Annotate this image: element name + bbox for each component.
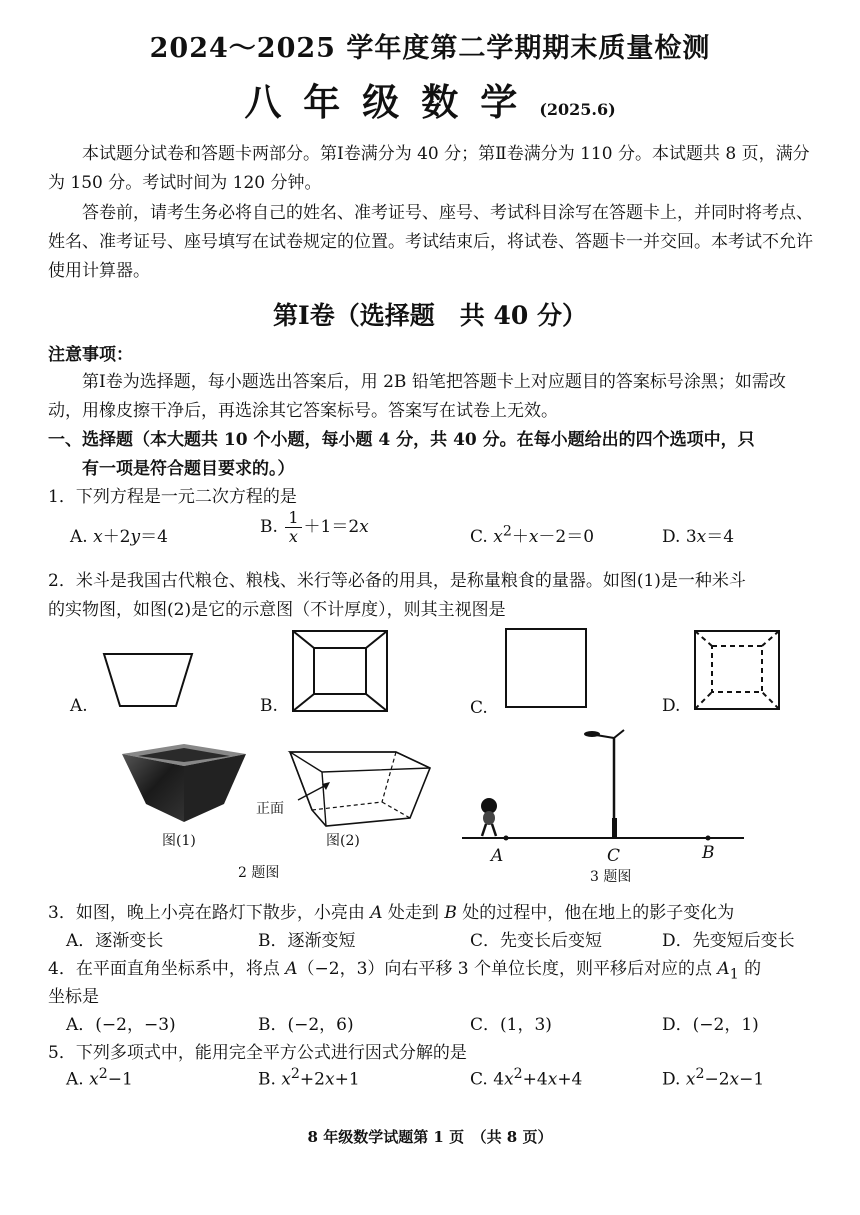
q1-stem: 1．下列方程是一元二次方程的是 (48, 487, 297, 507)
q2-option-d-label: D. (662, 696, 681, 716)
q2-option-c-label: C. (470, 698, 488, 718)
q4-stem-post: 的 (738, 959, 762, 979)
subject-title: 八年级数学 (244, 80, 540, 124)
q5-option-b: B. $x^2+2x+1$ (258, 1066, 360, 1090)
q3-point-a-label: A (491, 846, 504, 866)
q3-option-d: D．先变短后变长 (662, 931, 795, 951)
q3-point-c-label: C (607, 846, 621, 866)
q1-b-fraction (285, 509, 301, 546)
q1-c-text2: －2＝0 (538, 527, 595, 547)
q1-a-label: A. (70, 527, 88, 547)
q1-option-a: A. x＋2y＝4 (70, 527, 168, 547)
q5-stem: 5．下列多项式中，能用完全平方公式进行因式分解的是 (48, 1043, 467, 1063)
page-footer: 8 年级数学试题第 1 页 （共 8 页） (307, 1128, 553, 1146)
q5-c-text3: +4 (557, 1069, 583, 1090)
part-heading-line1: 一、选择题（本大题共 10 个小题，每小题 4 分，共 40 分。在每小题给出的四个选项中，只 (48, 430, 755, 450)
q1-d-text: 3 (685, 527, 697, 547)
q3-point-b-label: B (702, 843, 715, 863)
exam-date: (2025.6) (539, 100, 616, 119)
q3-street-lamp-figure (462, 722, 748, 848)
q2-option-b-figure (290, 628, 390, 714)
q3-option-b: B．逐渐变短 (258, 931, 356, 951)
notice-heading: 注意事项： (48, 345, 133, 365)
q4-stem-a: A (285, 959, 298, 979)
q5-a-label: A. (66, 1069, 84, 1090)
q5-c-label: C. (470, 1069, 488, 1090)
q4-option-a: A．(−2，−3) (66, 1015, 176, 1035)
q5-b-text2: +1 (334, 1069, 360, 1090)
front-label: 正面 (256, 801, 284, 817)
q3-stem-mid: 处走到 (382, 903, 445, 923)
front-arrow-icon (294, 778, 334, 804)
fig1-caption: 图(1) (162, 833, 196, 849)
q4-option-b: B．(−2，6) (258, 1015, 354, 1035)
q1-b-label: B. (260, 517, 278, 537)
q5-d-label: D. (662, 1069, 681, 1090)
q1-b-numerator: 1 (285, 509, 301, 528)
intro-paragraph-1: 本试题分试卷和答题卡两部分。第Ⅰ卷满分为 40 分；第Ⅱ卷满分为 110 分。本试题共 8 页，满分为 150 分。考试时间为 120 分钟。 (48, 144, 810, 193)
part-heading-line2: 有一项是符合题目要求的。） (82, 459, 295, 479)
exam-title: 2024～2025 学年度第二学期期末质量检测 (149, 33, 711, 64)
q3-stem-a: A (370, 903, 383, 923)
q5-c-text2: +4 (522, 1069, 548, 1090)
q3-stem (48, 898, 734, 923)
q5-b-text: +2 (299, 1069, 325, 1090)
q2-option-a-label: A. (70, 696, 88, 716)
q5-d-text: −2 (704, 1069, 730, 1090)
notice-text: 第Ⅰ卷为选择题，每小题选出答案后，用 2B 铅笔把答题卡上对应题目的答案标号涂黑；如需改动，用橡皮擦干净后，再选涂其它答案标号。答案写在试卷上无效。 (48, 372, 786, 421)
q1-b-rest: ＋1＝2 (303, 517, 360, 537)
q2-figure-caption: 2 题图 (238, 865, 280, 881)
q4-stem-mid: （−2，3）向右平移 3 个单位长度，则平移后对应的点 (297, 959, 718, 979)
q1-b-denominator: x (288, 527, 298, 546)
q5-d-text2: −1 (739, 1069, 765, 1090)
q3-stem-post: 处的过程中，他在地上的影子变化为 (456, 903, 735, 923)
q1-a-text2: ＝4 (140, 527, 168, 547)
q3-stem-pre: 3．如图，晚上小亮在路灯下散步，小亮由 (48, 903, 371, 923)
q1-option-c: C. $x^2+x-2=0$ (470, 523, 595, 547)
q4-stem-a1: A (717, 959, 730, 979)
q2-option-a-figure (100, 648, 196, 712)
q1-a-text: ＋2 (102, 527, 131, 547)
q4-stem-pre: 4．在平面直角坐标系中，将点 (48, 959, 286, 979)
q5-b-label: B. (258, 1069, 276, 1090)
rice-measure-photo (118, 740, 250, 826)
q1-d-text2: ＝4 (706, 527, 735, 547)
q1-option-b: B. $\frac{1}{x}$ ＋1＝2x (260, 508, 369, 546)
q5-c-text: 4 (493, 1069, 505, 1090)
q2-option-b-label: B. (260, 696, 278, 716)
q5-option-a: A. $x^2-1$ (66, 1066, 133, 1090)
q3-option-c: C．先变长后变短 (470, 931, 603, 951)
q2-stem-line1: 2．米斗是我国古代粮仓、粮栈、米行等必备的用具，是称量粮食的量器。如图(1)是一种米斗 (48, 571, 746, 591)
q1-option-d: D. 3x＝4 (662, 527, 735, 547)
q3-option-a: A．逐渐变长 (66, 931, 164, 951)
intro-paragraph-2: 答卷前，请考生务必将自己的姓名、准考证号、座号、考试科目涂写在答题卡上，并同时将考点、姓名、准考证号、座号填写在试卷规定的位置。考试结束后，将试卷、答题卡一并交回。本考试不允许使用计算器。 (48, 203, 813, 281)
q4-option-d: D．(−2，1) (662, 1015, 759, 1035)
exam-subtitle (0, 72, 860, 126)
section-title: 第Ⅰ卷（选择题 共 40 分） (273, 301, 587, 330)
q1-c-text: ＋ (511, 527, 529, 547)
q4-stem-subscript: 1 (729, 966, 739, 983)
q4-option-c: C．(1，3) (470, 1015, 552, 1035)
q4-stem-line1 (48, 954, 761, 982)
q4-stem-line2: 坐标是 (48, 987, 99, 1007)
q1-c-label: C. (470, 527, 488, 547)
q5-a-text: −1 (107, 1069, 133, 1090)
q2-option-c-figure (503, 626, 589, 710)
q2-stem-line2: 的实物图，如图(2)是它的示意图（不计厚度），则其主视图是 (48, 600, 506, 620)
q5-option-c: C. $4x^2+4x+4$ (470, 1066, 583, 1090)
q1-d-label: D. (662, 527, 681, 547)
part-heading (48, 426, 823, 484)
q3-figure-caption: 3 题图 (590, 869, 632, 885)
q2-option-d-figure (692, 628, 782, 712)
q3-stem-b: B (444, 903, 457, 923)
fig2-caption: 图(2) (326, 833, 360, 849)
q5-option-d: D. $x^2-2x-1$ (662, 1066, 765, 1090)
